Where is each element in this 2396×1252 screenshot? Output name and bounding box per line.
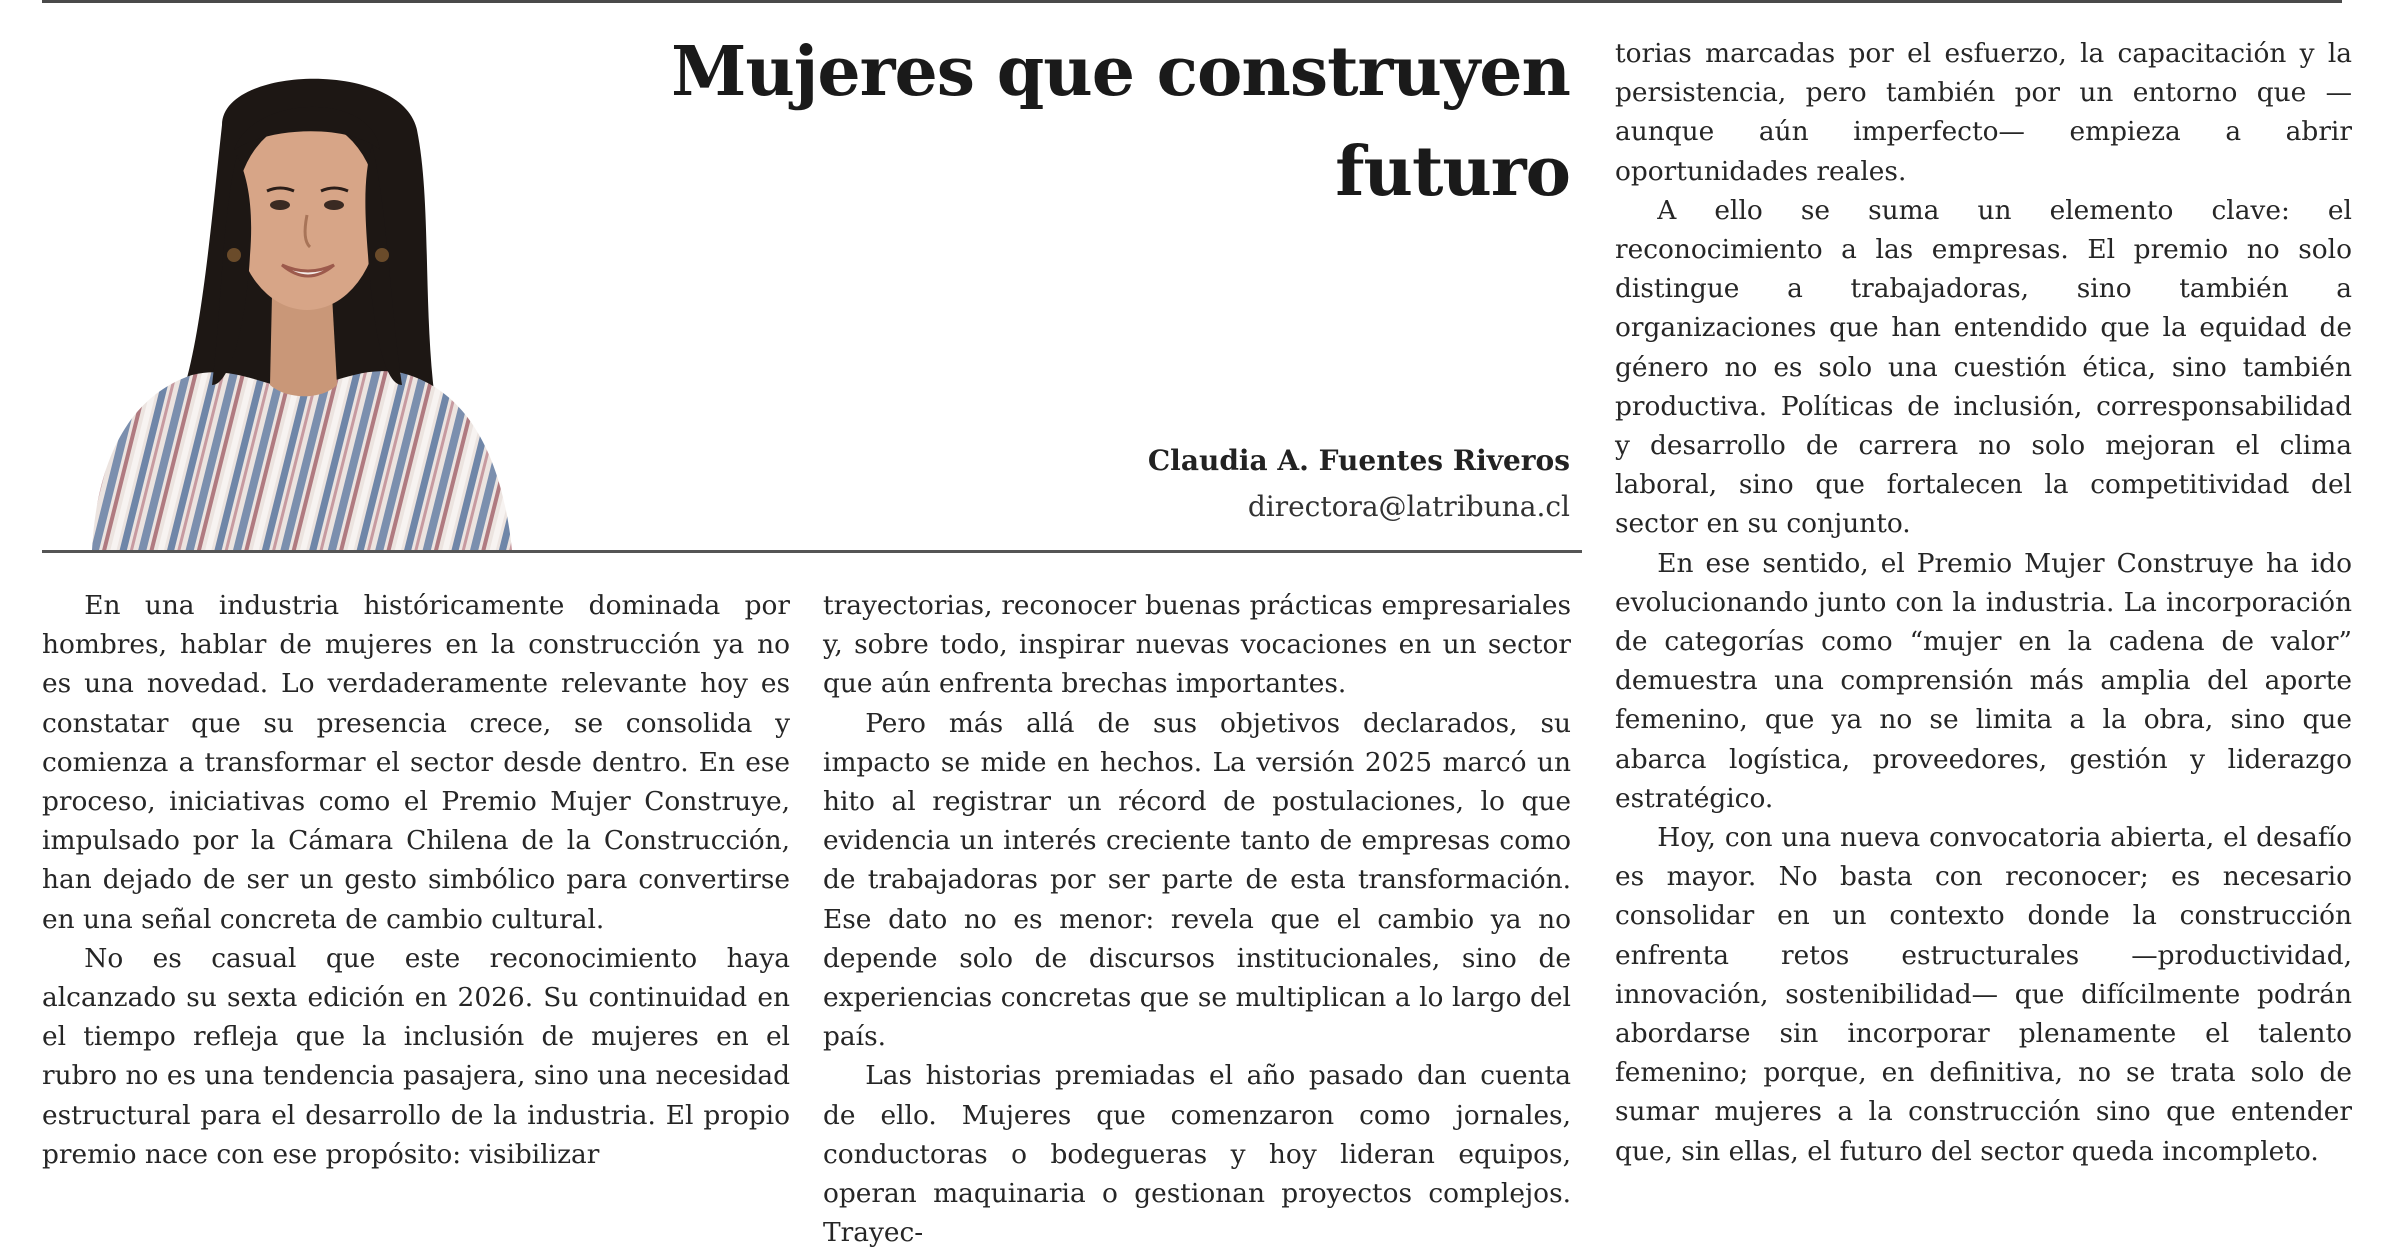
paragraph: Las historias premiadas el año pasado dan cuenta de ello. Mujeres que comenzaron como jornales, conductoras o bodegueras y hoy lideran equipos, operan maquinaria o gestionan proyectos complejos. Trayec-: [823, 1060, 1571, 1249]
paragraph: Hoy, con una nueva convocatoria abierta, el desafío es mayor. No basta con reconocer; es necesario consolidar en un contexto donde la construcción enfrenta retos estructurales —productividad, innovación, sostenibilidad— que difícilmente podrán abordarse sin incorporar plenamente el talento femenino; porque, en definitiva, no se trata solo de sumar mujeres a la construcción sino que entender que, sin ellas, el futuro del sector queda incompleto.: [1615, 822, 2352, 1167]
paragraph: En una industria históricamente dominada por hombres, hablar de mujeres en la construcción ya no es una novedad. Lo verdaderamente relevante hoy es constatar que su presencia crece, se consolida y comienza a transformar el sector desde dentro. En ese proceso, iniciativas como el Premio Mujer Construye, impulsado por la Cámara Chilena de la Construcción, han dejado de ser un gesto simbólico para convertirse en una señal concreta de cambio cultural.: [42, 590, 790, 935]
paragraph: En ese sentido, el Premio Mujer Construye ha ido evolucionando junto con la industria. La incorporación de categorías como “mujer en la cadena de valor” demuestra una comprensión más amplia del aporte femenino, que ya no se limita a la obra, sino que abarca logística, proveedores, gestión y liderazgo estratégico.: [1615, 547, 2352, 814]
author-email[interactable]: directora@latribuna.cl: [1247, 490, 1570, 523]
article-column-3: [1615, 34, 2352, 1171]
article-column-2: [823, 586, 1571, 1252]
top-rule: [42, 0, 2342, 3]
author-portrait-icon: [72, 55, 522, 550]
article-column-1: [42, 586, 790, 1174]
paragraph: trayectorias, reconocer buenas prácticas empresariales y, sobre todo, inspirar nuevas vocaciones en un sector que aún enfrenta brechas importantes.: [823, 590, 1571, 700]
byline: [1000, 438, 1570, 530]
paragraph: Pero más allá de sus objetivos declarados, su impacto se mide en hechos. La versión 2025 marcó un hito al registrar un récord de postulaciones, lo que evidencia un interés creciente tanto de empresas como de trabajadoras por ser parte de esta transformación. Ese dato no es menor: revela que el cambio ya no depende solo de discursos institucionales, sino de experiencias concretas que se multiplican a lo largo del país.: [823, 707, 1571, 1053]
headline: Mujeres que construyen futuro: [671, 32, 1570, 212]
header-rule: [42, 550, 1582, 553]
author-photo: [72, 55, 522, 550]
paragraph: No es casual que este reconocimiento haya alcanzado su sexta edición en 2026. Su continuidad en el tiempo refleja que la inclusión de mujeres en el rubro no es una tendencia pasajera, sino una necesidad estructural para el desarrollo de la industria. El propio premio nace con ese propósito: visibilizar: [42, 942, 790, 1170]
paragraph: torias marcadas por el esfuerzo, la capacitación y la persistencia, pero también por un entorno que —aunque aún imperfecto— empieza a abrir oportunidades reales.: [1615, 38, 2352, 187]
paragraph: A ello se suma un elemento clave: el reconocimiento a las empresas. El premio no solo distingue a trabajadoras, sino también a organizaciones que han entendido que la equidad de género no es solo una cuestión ética, sino también productiva. Políticas de inclusión, corresponsabilidad y desarrollo de carrera no solo mejoran el clima laboral, sino que fortalecen la competitividad del sector en su conjunto.: [1615, 194, 2352, 540]
author-name: Claudia A. Fuentes Riveros: [1147, 444, 1570, 477]
